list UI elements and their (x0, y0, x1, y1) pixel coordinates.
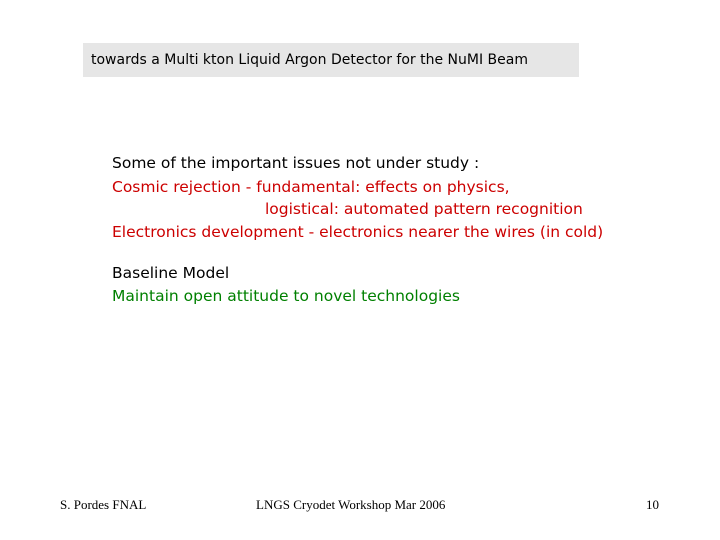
open-attitude-text: Maintain open attitude to novel technologies (112, 287, 460, 305)
baseline-model-text: Baseline Model (112, 264, 230, 282)
logistical-text: logistical: automated pattern recognition (265, 200, 583, 218)
electronics-text: Electronics development - electronics nearer the wires (in cold) (112, 223, 604, 241)
footer-event: LNGS Cryodet Workshop Mar 2006 (256, 497, 446, 512)
page-number: 10 (646, 497, 659, 512)
slide-title: towards a Multi kton Liquid Argon Detector for the NuMI Beam (91, 52, 528, 68)
issues-intro-text: Some of the important issues not under study : (112, 154, 480, 172)
cosmic-rejection-text: Cosmic rejection - fundamental: effects on physics, (112, 178, 510, 196)
footer-author: S. Pordes FNAL (60, 497, 147, 512)
